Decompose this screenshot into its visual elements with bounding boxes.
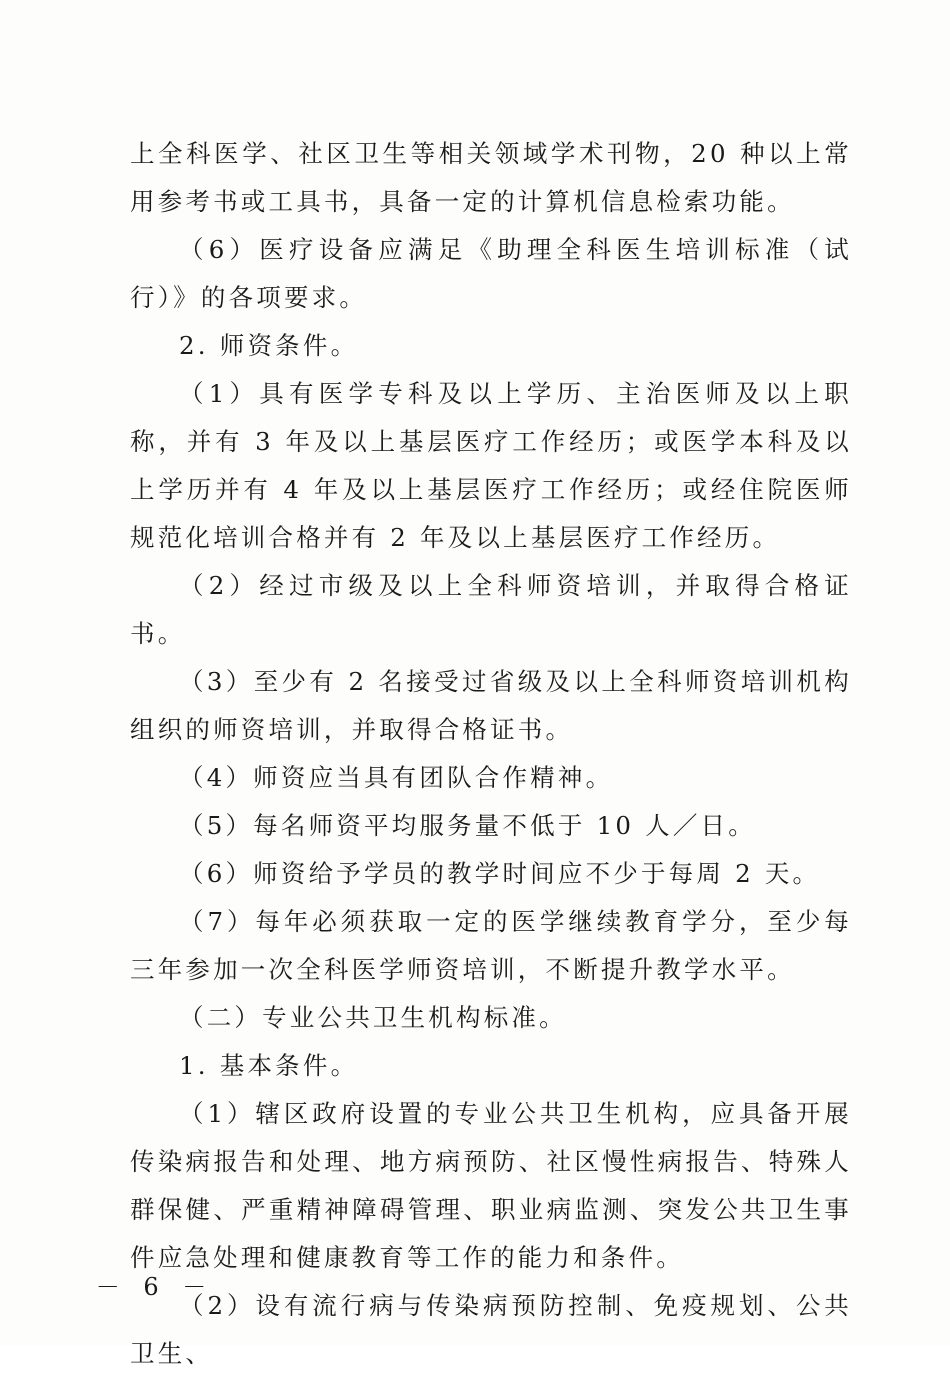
paragraph-continuing-education: （7）每年必须获取一定的医学继续教育学分，至少每三年参加一次全科医学师资培训，不断提升教学水平。	[130, 907, 852, 984]
paragraph-equipment-requirement: （6）医疗设备应满足《助理全科医生培训标准（试行）》的各项要求。	[130, 235, 852, 312]
paragraph-faculty-training-certificate: （2）经过市级及以上全科师资培训，并取得合格证书。	[130, 571, 852, 648]
paragraph-departments: （2）设有流行病与传染病预防控制、免疫规划、公共卫生、	[130, 1291, 852, 1368]
paragraph-teaching-time: （6）师资给予学员的教学时间应不少于每周 2 天。	[179, 859, 821, 888]
paragraph-library-continued: 上全科医学、社区卫生等相关领域学术刊物，20 种以上常用参考书或工具书，具备一定的计算机信息检索功能。	[130, 139, 852, 216]
page-number: － 6 －	[95, 1273, 215, 1301]
heading-basic-conditions: 1. 基本条件。	[179, 1051, 359, 1080]
heading-public-health-standards: （二）专业公共卫生机构标准。	[179, 1003, 567, 1032]
heading-faculty-conditions: 2. 师资条件。	[179, 331, 359, 360]
paragraph-provincial-training: （3）至少有 2 名接受过省级及以上全科师资培训机构组织的师资培训，并取得合格证书。	[130, 667, 852, 744]
paragraph-faculty-qualification: （1）具有医学专科及以上学历、主治医师及以上职称，并有 3 年及以上基层医疗工作经历；或医学本科及以上学历并有 4 年及以上基层医疗工作经历；或经住院医师规范化培训合格并有 2 年及以上基层医疗工作经历。	[130, 379, 852, 552]
paragraph-public-health-institution: （1）辖区政府设置的专业公共卫生机构，应具备开展传染病报告和处理、地方病预防、社区慢性病报告、特殊人群保健、严重精神障碍管理、职业病监测、突发公共卫生事件应急处理和健康教育等工作的能力和条件。	[130, 1099, 852, 1272]
paragraph-teamwork: （4）师资应当具有团队合作精神。	[179, 763, 614, 792]
paragraph-service-volume: （5）每名师资平均服务量不低于 10 人／日。	[179, 811, 756, 840]
body-text	[130, 130, 852, 1378]
